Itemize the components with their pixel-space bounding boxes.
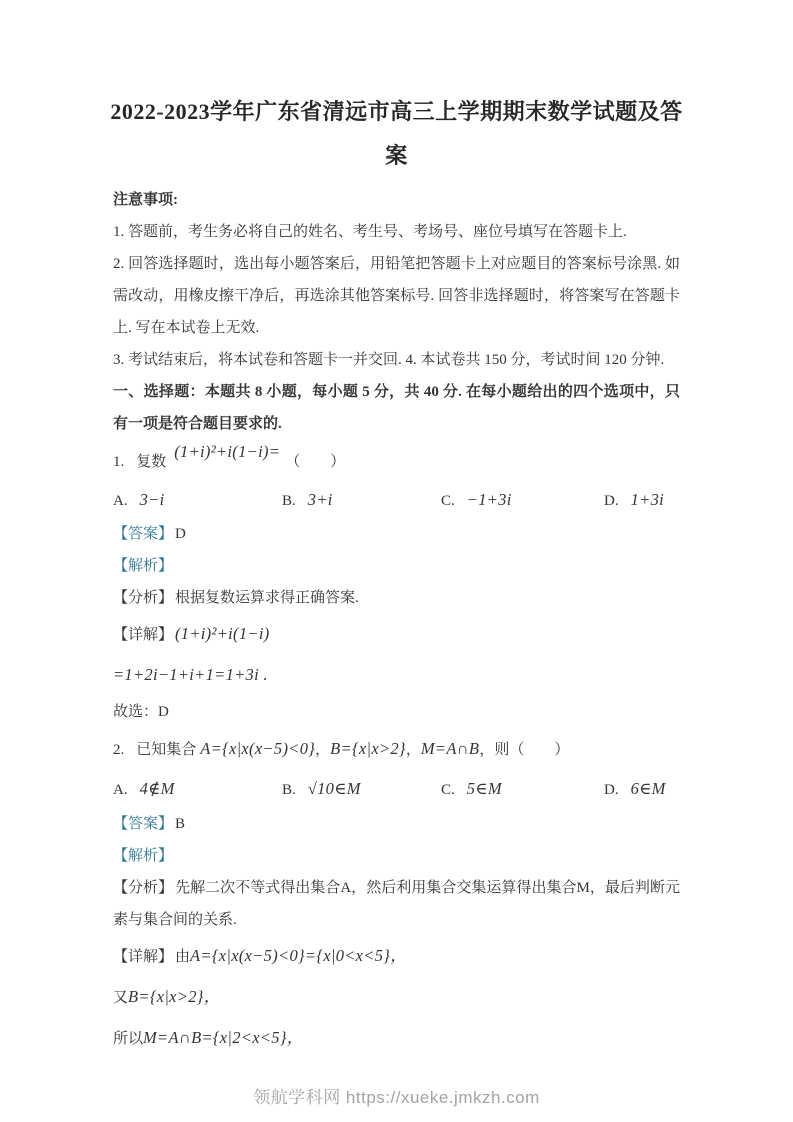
doc-body	[0, 178, 793, 1059]
question-2-formula-m: M=A∩B	[420, 739, 480, 758]
question-2-formula-b: B={x|x>2}	[330, 739, 406, 758]
question-1-analysis-text: 根据复数运算求得正确答案.	[175, 590, 359, 606]
option-a-value: 3−i	[139, 490, 165, 509]
option-c-value: 5∈M	[466, 779, 502, 798]
question-1-answer-line	[113, 518, 680, 550]
option-d-value: 6∈M	[630, 779, 666, 798]
option-a-label: A.	[113, 493, 128, 509]
analysis-label: 【分析】	[113, 590, 174, 606]
option-c-label: C.	[441, 493, 455, 509]
option-b-value: √10∈M	[307, 779, 361, 798]
question-1-stem	[113, 440, 680, 483]
section-1-header: 一、选择题：本题共 8 小题，每小题 5 分，共 40 分. 在每小题给出的四个选项中，只有一项是符合题目要求的.	[113, 384, 680, 432]
question-1-option-b	[282, 483, 441, 518]
question-2-option-c	[441, 771, 604, 808]
answer-label: 【答案】	[113, 526, 174, 542]
notice-heading: 注意事项:	[113, 192, 178, 208]
question-2-detail-formula: A={x|x(x−5)<0}={x|0<x<5}，	[190, 946, 407, 965]
question-1-analysis-line	[113, 582, 680, 614]
question-1-options	[113, 483, 680, 518]
option-b-label: B.	[282, 782, 296, 798]
question-2-step-3	[113, 1018, 680, 1059]
step-2-lead: 又	[113, 990, 129, 1006]
question-1-lead: 复数	[136, 454, 167, 470]
question-2-step-2-formula: B={x|x>2}，	[128, 987, 221, 1006]
question-2-explain-line	[113, 840, 680, 872]
question-1-answer-value: D	[175, 526, 186, 542]
notice-item-1: 1. 答题前，考生务必将自己的姓名、考生号、考场号、座位号填写在答题卡上.	[113, 224, 627, 240]
question-2-step-3-formula: M=A∩B={x|2<x<5}，	[143, 1028, 304, 1047]
option-d-label: D.	[604, 493, 619, 509]
option-b-label: B.	[282, 493, 296, 509]
notice-item-3: 3. 考试结束后，将本试卷和答题卡一并交回. 4. 本试卷共 150 分，考试时间 120 分钟.	[113, 352, 665, 368]
question-2-answer-line	[113, 808, 680, 840]
question-2-option-a	[113, 771, 282, 808]
option-a-label: A.	[113, 782, 128, 798]
option-b-value: 3+i	[307, 490, 333, 509]
analysis-label: 【分析】	[113, 880, 174, 896]
question-2-analysis-text: 先解二次不等式得出集合A，然后利用集合交集运算得出集合M，最后判断元素与集合间的关系.	[113, 880, 680, 928]
question-1-detail-step	[113, 655, 680, 696]
question-2-analysis-line	[113, 872, 680, 936]
option-c-label: C.	[441, 782, 455, 798]
detail-label: 【详解】	[113, 949, 174, 965]
option-d-value: 1+3i	[630, 490, 665, 509]
question-1-answer-blank: （ ）	[285, 454, 346, 470]
question-1-step-formula: =1+2i−1+i+1=1+3i .	[113, 665, 268, 684]
question-1-number: 1.	[113, 454, 125, 470]
question-2-option-b	[282, 771, 441, 808]
doc-title: 2022-2023学年广东省清远市高三上学期期末数学试题及答案	[110, 99, 683, 168]
question-1-option-d	[604, 483, 680, 518]
question-2-formula-a: A={x|x(x−5)<0}	[200, 739, 316, 758]
question-2-answer-blank: ，则（ ）	[479, 742, 570, 758]
question-2-option-d	[604, 771, 680, 808]
option-c-value: −1+3i	[466, 490, 512, 509]
question-2-answer-value: B	[175, 816, 186, 832]
explain-label: 【解析】	[113, 558, 174, 574]
question-2-options	[113, 771, 680, 808]
question-2-stem	[113, 728, 680, 771]
question-1-formula: (1+i)²+i(1−i)=	[174, 442, 281, 461]
question-1-option-a	[113, 483, 282, 518]
question-1-option-c	[441, 483, 604, 518]
option-a-value: 4∉M	[139, 779, 175, 798]
question-1-explain-line	[113, 550, 680, 582]
answer-label: 【答案】	[113, 816, 174, 832]
question-1-detail-line	[113, 614, 680, 655]
detail-label: 【详解】	[113, 627, 174, 643]
question-2-detail-line	[113, 936, 680, 977]
step-3-lead: 所以	[113, 1031, 144, 1047]
explain-label: 【解析】	[113, 848, 174, 864]
question-1-detail-formula: (1+i)²+i(1−i)	[175, 624, 270, 643]
question-2-step-2	[113, 977, 680, 1018]
detail-lead: 由	[175, 949, 191, 965]
question-1-conclusion: 故选：D	[113, 704, 169, 720]
question-2-number: 2.	[113, 742, 125, 758]
footer-watermark: 领航学科网 https://xueke.jmkzh.com	[253, 1088, 540, 1107]
notice-item-2: 2. 回答选择题时，选出每小题答案后，用铅笔把答题卡上对应题目的答案标号涂黑. 如需改动，用橡皮擦干净后，再选涂其他答案标号. 回答非选择题时，将答案写在答题卡上. 写在本试卷上无效.	[113, 256, 680, 336]
question-2-lead: 已知集合	[136, 742, 197, 758]
option-d-label: D.	[604, 782, 619, 798]
comma: ，	[405, 742, 421, 758]
comma: ，	[315, 742, 331, 758]
